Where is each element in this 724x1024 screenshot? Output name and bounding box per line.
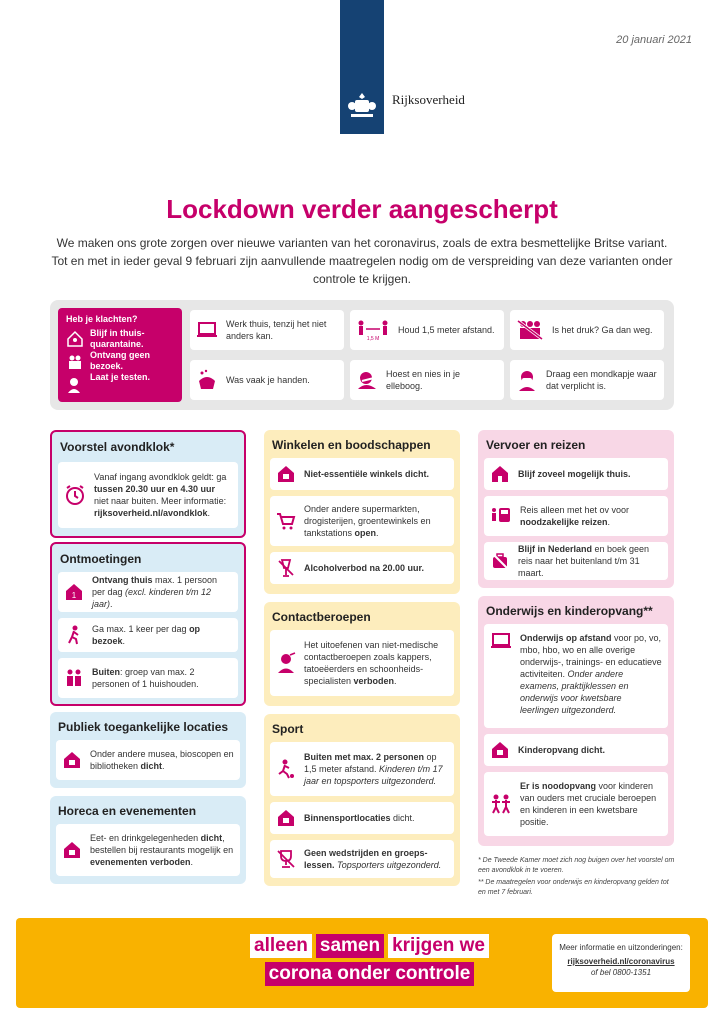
horeca-item [56,824,240,876]
meetings-text: Ga max. 1 keer per dag [92,624,190,634]
page-title: Lockdown verder aangescherpt [166,194,558,224]
meetings-text: . [122,636,126,646]
test-icon [66,376,84,394]
curfew-text: niet naar buiten. Meer informatie: [94,496,227,506]
football-player-icon [276,759,296,779]
shopping-closed-text: Niet-essentiële winkels dicht. [304,469,430,479]
sport-bold: Binnensportlocaties [304,813,391,823]
shopping-item-closed [270,458,454,490]
info-line: Meer informatie en uitzonderingen: [559,943,683,952]
curfew-item [58,462,238,528]
slogan-word: samen [316,934,384,958]
locked-gym-icon [276,808,296,828]
horeca-text: . [190,857,194,867]
education-text: voor po, vo, mbo, hbo, wo en alle overige onderwijs-, trainings- en educatieve activiteiten. [520,633,662,679]
meetings-card [50,542,246,706]
education-item-childcare [484,734,668,766]
horeca-bold: evenementen verboden [90,857,191,867]
shopping-item-alcohol [270,552,454,584]
shopping-text: Onder andere supermarkten, drogisterijen, groentewinkels en tankstations [304,504,431,538]
hairdresser-icon [276,652,296,674]
meetings-item-outside [58,658,238,698]
horeca-text: , bestellen bij restaurants mogelijk en [90,833,234,855]
svg-text:1: 1 [71,591,77,600]
meetings-text: max. 1 persoon per dag [92,575,218,597]
travel-card [478,430,674,588]
complaints-box [58,308,182,402]
horeca-card [50,796,246,884]
education-bold: Onderwijs op afstand [520,633,612,643]
locked-childcare-icon [490,740,510,760]
contact-title: Contactberoepen [272,610,371,624]
home-person-icon [66,330,84,348]
travel-bold: noodzakelijke reizen [520,517,608,527]
education-note: Onder andere examens, praktijklessen en onderwijs voor kwetsbare leerlingen uitgezonderd. [520,669,629,715]
meetings-bold: Ontvang thuis [92,575,153,585]
public-locations-item [56,740,240,780]
locked-shop-icon [276,464,296,484]
house-one-icon [64,582,84,602]
shopping-item-open [270,496,454,546]
tip-mask [510,360,664,400]
tip-work-home [190,310,344,350]
tip-text: Was vaak je handen. [226,375,310,385]
meetings-title: Ontmoetingen [60,552,142,566]
no-trophy-icon [276,849,296,869]
public-locations-bold: dicht [140,761,163,771]
complaints-line: bezoek. [90,361,124,371]
horeca-title: Horeca en evenementen [58,804,197,818]
slogan-word: krijgen we [388,934,489,958]
sport-note: Topsporters uitgezonderd. [334,860,442,870]
house-icon [490,464,510,484]
horeca-text: Eet- en drinkgelegenheden [90,833,201,843]
shopping-title: Winkelen en boodschappen [272,438,431,452]
sport-note: Kinderen t/m 17 jaar en topsporters uitgezonderd. [304,764,443,786]
crowd-icon [516,319,544,341]
logo-bar [340,0,384,134]
curfew-text: . [207,508,211,518]
sport-item-competitions [270,840,454,878]
wash-hands-icon [196,369,218,391]
complaints-line: Laat je testen. [90,372,151,382]
complaints-line: Ontvang geen [90,350,151,360]
sport-item-indoor [270,802,454,834]
education-title: Onderwijs en kinderopvang** [486,604,653,618]
meetings-bold: Buiten [92,667,120,677]
education-childcare-text: Kinderopvang dicht. [518,745,606,755]
public-locations-text: . [162,761,165,771]
contact-text: Het uitoefenen van niet-medische contactberoepen zoals kappers, tatoeëerders en schoonheids-specialisten [304,640,439,686]
meetings-note: (excl. kinderen t/m 12 jaar) [92,587,212,609]
tip-text: Is het druk? Ga dan weg. [552,325,653,335]
horeca-bold: dicht [200,833,223,843]
travel-item-netherlands [484,542,668,580]
curfew-title: Voorstel avondklok* [60,440,175,454]
travel-text: Reis alleen met het ov voor [520,505,630,515]
complaints-line: quarantaine. [90,339,144,349]
locked-building-icon [62,750,82,770]
public-locations-title: Publiek toegankelijke locaties [58,720,229,734]
travel-bold: Blijf in Nederland [518,544,593,554]
shopping-cart-icon [276,511,296,531]
education-item-remote [484,624,668,728]
contact-text: . [394,676,397,686]
travel-text: . [607,517,611,527]
org-name: Rijksoverheid [392,92,465,107]
curfew-hours: tussen 20.30 uur en 4.30 uur [94,484,216,494]
contact-item [270,630,454,696]
train-person-icon [490,506,512,526]
shopping-card [264,430,460,594]
children-icon [490,793,512,815]
tip-crowd [510,310,664,350]
meetings-item-visit [58,618,238,652]
curfew-card [50,430,246,538]
slogan-banner [16,918,708,1008]
slogan [250,934,489,990]
contact-bold: verboden [353,676,395,686]
laptop-icon [490,632,512,650]
curfew-text: Vanaf ingang avondklok geldt: ga [94,472,227,482]
two-people-icon [64,668,84,688]
travel-home-text: Blijf zoveel mogelijk thuis. [518,469,631,479]
footnote: * De Tweede Kamer moet zich nog buigen over het voorstel om een avondklok in te voeren. [478,857,675,874]
date: 20 januari 2021 [616,34,692,46]
meetings-item-home [58,572,238,612]
tip-text: Hoest en nies in je elleboog. [386,369,461,391]
tip-wash-hands [190,360,344,400]
tip-distance [350,310,504,350]
travel-text: en boek geen reis naar het buitenland t/m 31 maart. [518,544,650,578]
cough-icon [356,369,378,391]
walking-person-icon [64,625,84,645]
distance-icon [356,319,390,341]
footnotes [478,856,678,898]
travel-title: Vervoer en reizen [486,438,586,452]
slogan-word: alleen [250,934,312,958]
meetings-bold: op bezoek [92,624,201,646]
sport-text: dicht. [390,813,415,823]
footnote: ** De maatregelen voor onderwijs en kinderopvang gelden tot en met 7 februari. [478,879,669,896]
no-visit-icon [66,354,84,370]
laptop-icon [196,321,218,339]
shopping-bold: open [354,528,377,538]
tip-text: Houd 1,5 meter afstand. [398,325,495,335]
locked-restaurant-icon [62,840,82,860]
info-link[interactable]: rijksoverheid.nl/coronavirus [567,957,675,966]
complaints-line: Blijf in thuis- [90,328,145,338]
public-locations-text: Onder andere musea, bioscopen en bibliotheken [90,749,234,771]
tip-text: Draag een mondkapje waar dat verplicht is. [546,369,657,391]
shopping-alcohol-text: Alcoholverbod na 20.00 uur. [304,563,425,573]
public-locations-card [50,712,246,788]
sport-title: Sport [272,722,304,736]
sport-item-outside [270,742,454,796]
info-box [552,934,690,992]
travel-item-home [484,458,668,490]
info-phone: of bel 0800-1351 [590,968,652,977]
intro-text: We maken ons grote zorgen over nieuwe varianten van het coronavirus, zoals de extra besmettelijke Britse variant. Tot en met in ieder geval 9 februari zijn aanvullende maatregelen nodig om de verspreiding van deze varianten onder controle te krijgen. [51,236,673,286]
no-luggage-icon [490,551,510,571]
tips-panel [50,300,674,410]
complaints-heading: Heb je klachten? [66,314,138,324]
shopping-text: . [376,528,379,538]
sport-card [264,714,460,886]
education-card [478,596,674,846]
slogan-word: corona onder controle [265,962,475,986]
education-item-emergency [484,772,668,836]
crest-icon [346,90,378,120]
sport-bold: Geen wedstrijden en groeps-lessen. [304,848,428,870]
meetings-text: : groep van max. 2 personen of 1 huishouden. [92,667,199,689]
no-alcohol-icon [276,558,296,578]
tip-text: Werk thuis, tenzij het niet anders kan. [226,319,327,341]
travel-item-ov [484,496,668,536]
tip-cough [350,360,504,400]
curfew-link[interactable]: rijksoverheid.nl/avondklok [94,508,208,518]
face-mask-icon [516,369,538,391]
sport-text: op 1,5 meter afstand. [304,752,437,774]
sport-bold: Buiten met max. 2 personen [304,752,425,762]
alarm-clock-icon [64,484,86,506]
distance-label: 1,5 M [366,336,380,341]
meetings-text: . [110,599,113,609]
education-bold: Er is noodopvang [520,781,597,791]
contact-card [264,602,460,706]
education-text: voor kinderen van ouders met cruciale beroepen en kinderen in een kwetsbare positie. [520,781,657,827]
